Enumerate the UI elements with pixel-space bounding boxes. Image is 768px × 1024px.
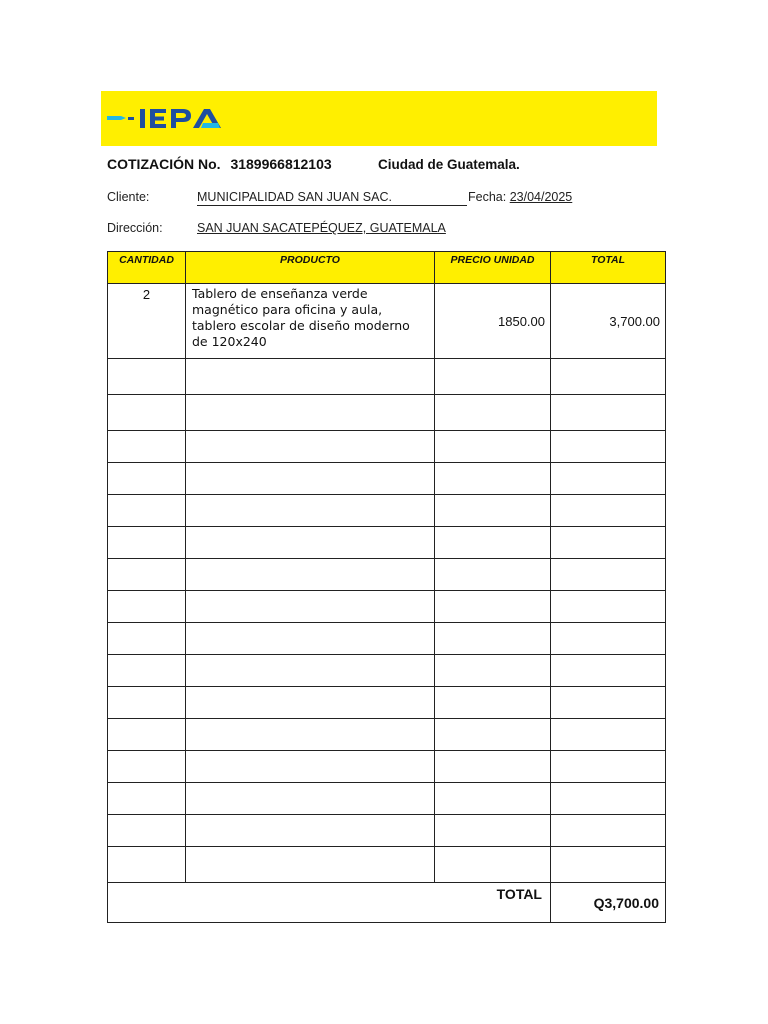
empty-row [108,395,666,431]
empty-row [108,559,666,591]
empty-row [108,495,666,527]
quote-title [107,156,520,172]
total-row [108,883,666,923]
iepa-logo-icon [107,107,239,129]
empty-row [108,463,666,495]
empty-row [108,591,666,623]
empty-row [108,847,666,883]
header-producto: PRODUCTO [186,252,435,284]
empty-row [108,783,666,815]
item-total: 3,700.00 [551,284,666,359]
total-value: Q3,700.00 [551,883,666,923]
table-header-row [108,252,666,284]
client-value: MUNICIPALIDAD SAN JUAN SAC. [197,190,392,204]
header-total: TOTAL [551,252,666,284]
quote-table [107,251,666,923]
date-value: 23/04/2025 [509,190,573,204]
client-label: Cliente: [107,190,150,204]
date-label: Fecha: [468,190,507,204]
header-banner [101,91,657,146]
header-precio-unidad: PRECIO UNIDAD [435,252,551,284]
empty-row [108,719,666,751]
date-block [468,190,572,204]
empty-row [108,751,666,783]
quote-number: 3189966812103 [230,156,332,172]
city-text: Ciudad de Guatemala. [378,157,520,172]
total-label: TOTAL [108,883,551,923]
quote-label: COTIZACIÓN No. [107,156,221,172]
item-qty: 2 [108,284,186,359]
header-cantidad: CANTIDAD [108,252,186,284]
client-value-wrap [197,190,467,206]
address-label: Dirección: [107,221,163,235]
empty-row [108,623,666,655]
item-product: Tablero de enseñanza verde magnético para oficina y aula, tablero escolar de diseño moderno de 120x240 [186,284,435,359]
table-row [108,284,666,359]
company-logo [107,107,239,134]
item-price: 1850.00 [435,284,551,359]
empty-row [108,687,666,719]
empty-row [108,815,666,847]
empty-row [108,655,666,687]
empty-row [108,359,666,395]
empty-row [108,527,666,559]
address-value: SAN JUAN SACATEPÉQUEZ, GUATEMALA [197,221,446,235]
empty-row [108,431,666,463]
